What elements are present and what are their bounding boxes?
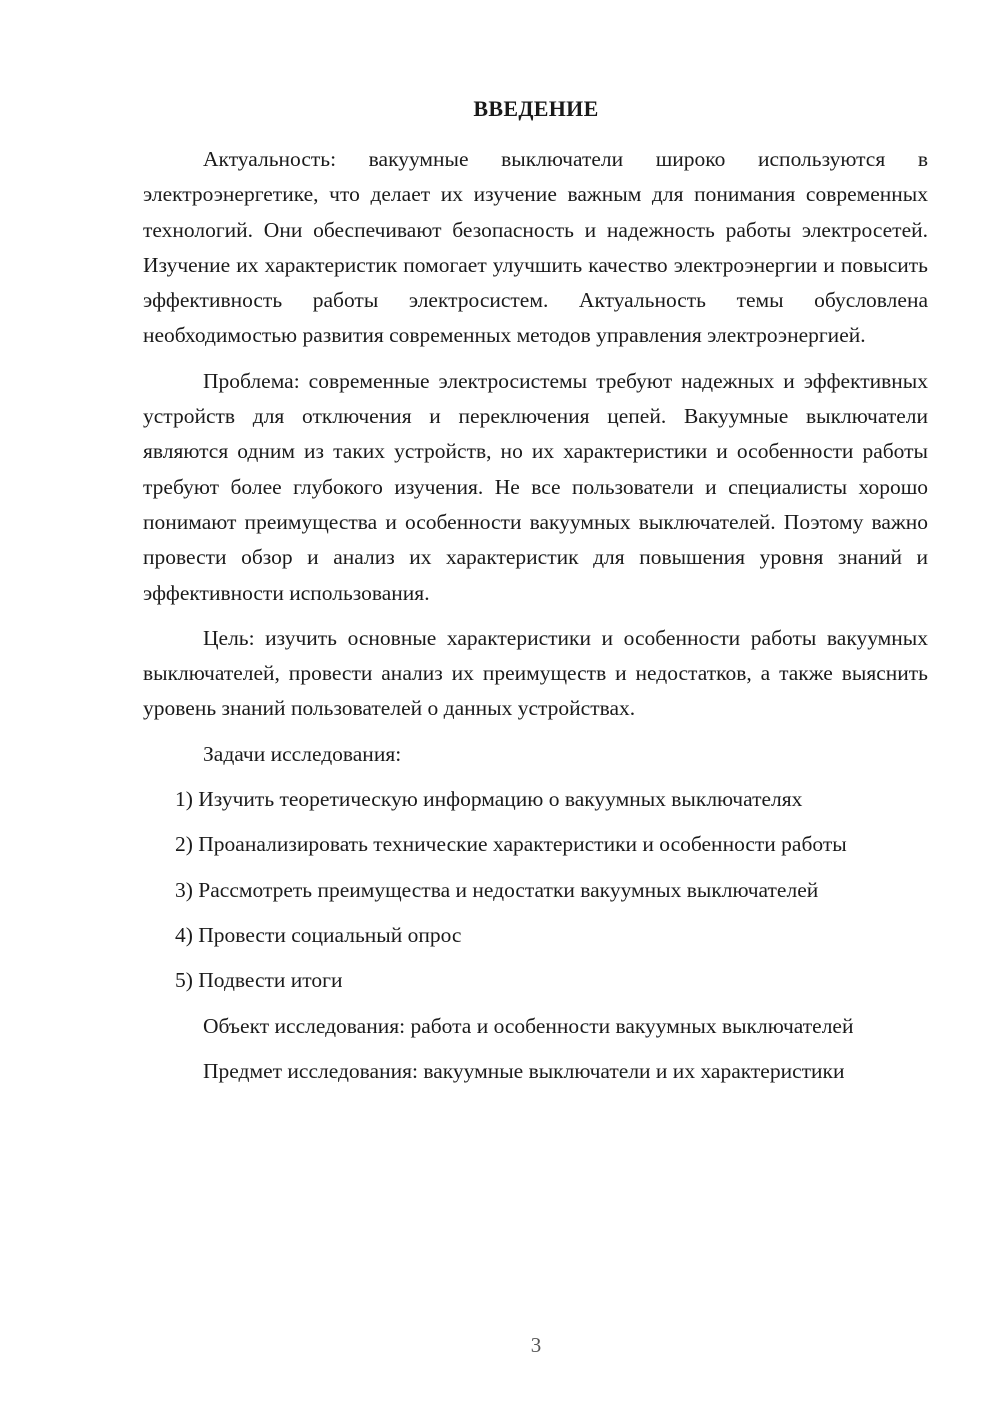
relevance-paragraph: Актуальность: вакуумные выключатели широко используются в электроэнергетике, что делает их изучение важным для понимания современных технологий. Они обеспечивают безопасность и надежность работы электросетей. Изучение их характеристик помогает улучшить качество электроэнергии и повысить эффективность работы электросистем. Актуальность темы обусловлена необходимостью развития современных методов управления электроэнергией. [143, 147, 928, 348]
task-item: 2) Проанализировать технические характеристики и особенности работы [175, 832, 847, 857]
task-item: 4) Провести социальный опрос [175, 922, 462, 947]
subject-paragraph: Предмет исследования: вакуумные выключатели и их характеристики [203, 1058, 845, 1083]
object-paragraph: Объект исследования: работа и особенности вакуумных выключателей [203, 1013, 854, 1038]
goal-paragraph: Цель: изучить основные характеристики и особенности работы вакуумных выключателей, провести анализ их преимуществ и недостатков, а также выяснить уровень знаний пользователей о данных устройствах. [143, 625, 928, 721]
task-item: 3) Рассмотреть преимущества и недостатки вакуумных выключателей [175, 877, 819, 902]
section-heading: ВВЕДЕНИЕ [473, 96, 599, 121]
tasks-title: Задачи исследования: [203, 741, 402, 766]
page-number: 3 [530, 1333, 542, 1357]
document-body [143, 142, 928, 1089]
task-item: 1) Изучить теоретическую информацию о вакуумных выключателях [175, 787, 803, 812]
task-item: 5) Подвести итоги [175, 968, 343, 993]
problem-paragraph: Проблема: современные электросистемы требуют надежных и эффективных устройств для отключения и переключения цепей. Вакуумные выключатели являются одним из таких устройств, но их характеристики и особенности работы требуют более глубокого изучения. Не все пользователи и специалисты хорошо понимают преимущества и особенности вакуумных выключателей. Поэтому важно провести обзор и анализ их характеристик для повышения уровня знаний и эффективности использования. [143, 368, 928, 605]
